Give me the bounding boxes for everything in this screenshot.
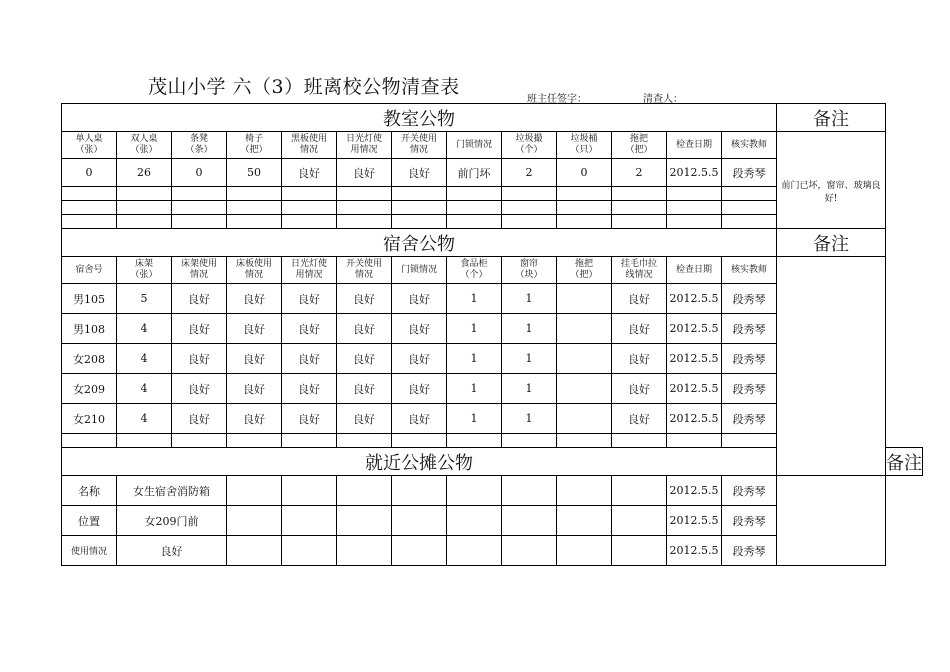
table-cell: 良好	[392, 314, 447, 344]
table-cell: 1	[447, 404, 502, 434]
table-cell: 良好	[392, 404, 447, 434]
table-cell: 良好	[392, 374, 447, 404]
column-header: 门锁情况	[447, 132, 502, 159]
table-cell: 4	[117, 374, 172, 404]
column-header: 双人桌 （张）	[117, 132, 172, 159]
table-cell: 良好	[172, 374, 227, 404]
table-cell: 良好	[337, 344, 392, 374]
table-cell: 良好	[392, 344, 447, 374]
verifying-teacher: 段秀琴	[722, 476, 777, 506]
column-header: 开关使用 情况	[337, 257, 392, 284]
column-header: 食品柜 （个）	[447, 257, 502, 284]
table-cell: 良好	[172, 344, 227, 374]
table-cell: 女209	[62, 374, 117, 404]
table-row	[62, 476, 923, 506]
classroom-section-title: 教室公物	[62, 104, 777, 132]
empty-cell	[392, 187, 447, 201]
empty-cell	[172, 215, 227, 229]
table-row	[62, 257, 923, 284]
empty-cell	[447, 187, 502, 201]
table-cell: 男105	[62, 284, 117, 314]
empty-cell	[392, 476, 447, 506]
empty-cell	[612, 215, 667, 229]
empty-cell	[62, 215, 117, 229]
check-date: 2012.5.5	[667, 506, 722, 536]
table-cell: 段秀琴	[722, 314, 777, 344]
table-row	[62, 104, 923, 132]
column-header: 垃圾撮 （个）	[502, 132, 557, 159]
empty-cell	[447, 536, 502, 566]
column-header: 床架 （张）	[117, 257, 172, 284]
table-cell: 2012.5.5	[667, 159, 722, 187]
table-cell: 1	[502, 314, 557, 344]
page-title: 茂山小学 六（3）班离校公物清查表	[148, 76, 460, 98]
table-cell: 女208	[62, 344, 117, 374]
table-cell: 良好	[612, 344, 667, 374]
table-cell: 1	[447, 284, 502, 314]
table-cell: 0	[62, 159, 117, 187]
table-cell: 4	[117, 344, 172, 374]
table-cell: 良好	[337, 314, 392, 344]
empty-cell	[667, 187, 722, 201]
empty-cell	[557, 476, 612, 506]
dormitory-section-title: 宿舍公物	[62, 229, 777, 257]
column-header: 日光灯使 用情况	[337, 132, 392, 159]
column-header: 挂毛巾拉 线情况	[612, 257, 667, 284]
table-cell: 良好	[227, 374, 282, 404]
table-cell: 良好	[337, 404, 392, 434]
empty-cell	[392, 434, 447, 448]
empty-cell	[282, 476, 337, 506]
table-cell: 1	[502, 374, 557, 404]
table-cell: 2	[502, 159, 557, 187]
table-cell: 段秀琴	[722, 374, 777, 404]
empty-cell	[502, 434, 557, 448]
nearby-remarks-label: 备注	[886, 448, 923, 476]
empty-cell	[337, 506, 392, 536]
empty-cell	[502, 506, 557, 536]
table-cell: 良好	[282, 159, 337, 187]
empty-cell	[612, 434, 667, 448]
empty-cell	[502, 201, 557, 215]
table-cell: 良好	[227, 314, 282, 344]
table-cell: 2012.5.5	[667, 374, 722, 404]
empty-cell	[447, 201, 502, 215]
table-cell: 良好	[227, 344, 282, 374]
empty-cell	[62, 434, 117, 448]
empty-cell	[447, 215, 502, 229]
table-cell: 段秀琴	[722, 159, 777, 187]
empty-cell	[392, 215, 447, 229]
empty-cell	[172, 201, 227, 215]
empty-cell	[557, 506, 612, 536]
empty-cell	[62, 187, 117, 201]
classroom-note: 前门已坏，窗帘、玻璃良好!	[777, 159, 886, 229]
column-header: 开关使用 情况	[392, 132, 447, 159]
table-cell: 2	[612, 159, 667, 187]
empty-cell	[612, 536, 667, 566]
empty-cell	[227, 536, 282, 566]
empty-cell	[557, 201, 612, 215]
classroom-remarks-label: 备注	[777, 104, 886, 132]
empty-cell	[282, 187, 337, 201]
row-label: 使用情况	[62, 536, 117, 566]
table-cell: 良好	[282, 374, 337, 404]
table-cell	[557, 344, 612, 374]
column-header: 窗帘 （块）	[502, 257, 557, 284]
table-cell: 1	[502, 284, 557, 314]
column-header: 拖把 （把）	[557, 257, 612, 284]
empty-cell	[502, 476, 557, 506]
empty-cell	[227, 215, 282, 229]
empty-cell	[62, 201, 117, 215]
table-cell: 男108	[62, 314, 117, 344]
table-cell: 良好	[612, 374, 667, 404]
empty-cell	[667, 434, 722, 448]
empty-cell	[502, 215, 557, 229]
row-value: 女生宿舍消防箱	[117, 476, 227, 506]
empty-cell	[722, 434, 777, 448]
table-cell: 0	[557, 159, 612, 187]
empty-cell	[557, 536, 612, 566]
table-cell: 良好	[612, 314, 667, 344]
empty-cell	[612, 201, 667, 215]
empty-cell	[337, 476, 392, 506]
empty-cell	[172, 434, 227, 448]
empty-cell	[337, 215, 392, 229]
table-cell: 段秀琴	[722, 404, 777, 434]
teacher-signature-label: 班主任签字：	[527, 94, 587, 105]
table-cell: 良好	[282, 344, 337, 374]
empty-cell	[557, 215, 612, 229]
row-value: 女209门前	[117, 506, 227, 536]
column-header: 椅子 （把）	[227, 132, 282, 159]
nearby-remarks-cell	[777, 476, 886, 566]
empty-cell	[227, 434, 282, 448]
table-cell: 女210	[62, 404, 117, 434]
table-cell	[557, 404, 612, 434]
table-cell: 良好	[172, 314, 227, 344]
table-row	[62, 159, 923, 187]
table-cell: 前门坏	[447, 159, 502, 187]
empty-cell	[337, 434, 392, 448]
verifying-teacher: 段秀琴	[722, 536, 777, 566]
column-header: 日光灯使 用情况	[282, 257, 337, 284]
table-cell: 段秀琴	[722, 344, 777, 374]
empty-cell	[117, 434, 172, 448]
table-cell: 1	[447, 344, 502, 374]
table-cell: 0	[172, 159, 227, 187]
empty-cell	[557, 434, 612, 448]
table-cell: 1	[447, 314, 502, 344]
empty-cell	[227, 187, 282, 201]
empty-cell	[502, 187, 557, 201]
table-cell: 良好	[612, 404, 667, 434]
empty-cell	[557, 187, 612, 201]
column-header: 检查日期	[667, 132, 722, 159]
empty-cell	[227, 506, 282, 536]
column-header: 单人桌 （张）	[62, 132, 117, 159]
table-cell: 良好	[337, 159, 392, 187]
row-value: 良好	[117, 536, 227, 566]
empty-cell	[667, 201, 722, 215]
empty-cell	[282, 434, 337, 448]
empty-cell	[227, 476, 282, 506]
table-cell: 2012.5.5	[667, 284, 722, 314]
table-cell: 26	[117, 159, 172, 187]
remarks-empty-cell	[777, 132, 886, 159]
empty-cell	[282, 201, 337, 215]
empty-cell	[392, 506, 447, 536]
empty-cell	[447, 476, 502, 506]
table-cell	[557, 314, 612, 344]
row-label: 位置	[62, 506, 117, 536]
check-date: 2012.5.5	[667, 536, 722, 566]
dormitory-remarks-label: 备注	[777, 229, 886, 257]
empty-cell	[117, 201, 172, 215]
column-header: 核实教师	[722, 257, 777, 284]
table-cell: 良好	[612, 284, 667, 314]
column-header: 核实教师	[722, 132, 777, 159]
table-cell: 良好	[227, 284, 282, 314]
empty-cell	[502, 536, 557, 566]
empty-cell	[722, 201, 777, 215]
empty-cell	[392, 536, 447, 566]
empty-cell	[447, 434, 502, 448]
table-cell: 5	[117, 284, 172, 314]
empty-cell	[172, 187, 227, 201]
empty-cell	[337, 187, 392, 201]
table-cell: 良好	[337, 374, 392, 404]
table-row	[62, 132, 923, 159]
table-cell: 良好	[282, 314, 337, 344]
empty-cell	[227, 201, 282, 215]
column-header: 检查日期	[667, 257, 722, 284]
verifying-teacher: 段秀琴	[722, 506, 777, 536]
empty-cell	[282, 536, 337, 566]
empty-cell	[612, 187, 667, 201]
column-header: 拖把 （把）	[612, 132, 667, 159]
empty-cell	[667, 215, 722, 229]
checker-label: 清查人：	[643, 94, 683, 105]
table-cell: 良好	[337, 284, 392, 314]
empty-cell	[722, 187, 777, 201]
empty-cell	[282, 215, 337, 229]
table-cell	[557, 284, 612, 314]
column-header: 黑板使用 情况	[282, 132, 337, 159]
empty-cell	[722, 215, 777, 229]
empty-cell	[612, 506, 667, 536]
table-cell: 良好	[392, 159, 447, 187]
table-cell: 4	[117, 314, 172, 344]
table-cell: 良好	[227, 404, 282, 434]
table-cell: 良好	[282, 404, 337, 434]
table-row	[62, 229, 923, 257]
table-cell: 良好	[172, 404, 227, 434]
table-cell	[557, 374, 612, 404]
empty-cell	[337, 201, 392, 215]
column-header: 垃圾桶 （只）	[557, 132, 612, 159]
empty-cell	[117, 187, 172, 201]
column-header: 宿舍号	[62, 257, 117, 284]
empty-cell	[117, 215, 172, 229]
column-header: 床板使用 情况	[227, 257, 282, 284]
inventory-table	[61, 103, 923, 566]
row-label: 名称	[62, 476, 117, 506]
table-cell: 2012.5.5	[667, 344, 722, 374]
empty-cell	[392, 201, 447, 215]
table-cell: 1	[502, 344, 557, 374]
table-cell: 1	[502, 404, 557, 434]
table-cell: 2012.5.5	[667, 404, 722, 434]
table-cell: 良好	[282, 284, 337, 314]
table-cell: 1	[447, 374, 502, 404]
column-header: 门锁情况	[392, 257, 447, 284]
column-header: 条凳 （条）	[172, 132, 227, 159]
empty-cell	[447, 506, 502, 536]
dormitory-remarks-cell	[777, 257, 886, 476]
empty-cell	[337, 536, 392, 566]
nearby-section-title: 就近公摊公物	[62, 448, 777, 476]
check-date: 2012.5.5	[667, 476, 722, 506]
table-cell: 良好	[172, 284, 227, 314]
table-cell: 段秀琴	[722, 284, 777, 314]
empty-cell	[612, 476, 667, 506]
table-cell: 4	[117, 404, 172, 434]
table-cell: 50	[227, 159, 282, 187]
table-cell: 良好	[392, 284, 447, 314]
table-cell: 2012.5.5	[667, 314, 722, 344]
column-header: 床架使用 情况	[172, 257, 227, 284]
empty-cell	[282, 506, 337, 536]
